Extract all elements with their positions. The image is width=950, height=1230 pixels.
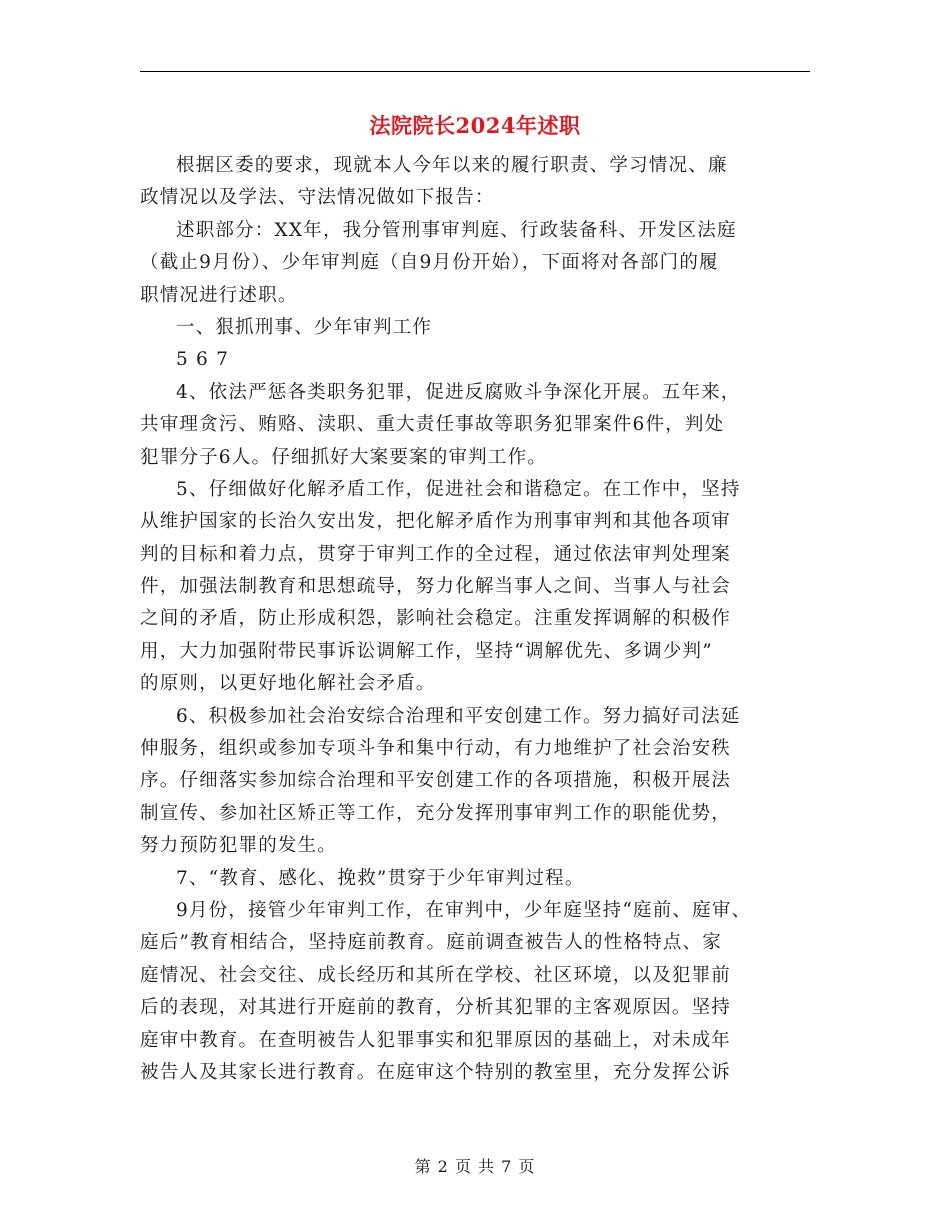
text-line: 件，加强法制教育和思想疏导，努力化解当事人之间、当事人与社会 [140,576,732,598]
text-line: 制宣传、参加社区矫正等工作，充分发挥刑事审判工作的职能优势， [140,802,732,824]
text-line: 的原则，以更好地化解社会矛盾。 [140,673,436,695]
text-line: 庭审中教育。在查明被告人犯罪事实和犯罪原因的基础上，对未成年 [140,1029,732,1051]
text-line: 被告人及其家长进行教育。在庭审这个特别的教室里，充分发挥公诉 [140,1061,732,1083]
text-line: 述职部分：XX年，我分管刑事审判庭、行政装备科、开发区法庭 [176,219,737,241]
text-line: 用，大力加强附带民事诉讼调解工作，坚持“调解优先、多调少判” [140,640,713,662]
text-line: 犯罪分子6人。仔细抓好大案要案的审判工作。 [140,446,547,468]
text-line: 序。仔细落实参加综合治理和平安创建工作的各项措施，积极开展法 [140,770,732,792]
text-line: 共审理贪污、贿赂、渎职、重大责任事故等职务犯罪案件6件，判处 [140,414,725,436]
text-line: 庭情况、社会交往、成长经历和其所在学校、社区环境，以及犯罪前 [140,964,732,986]
text-line: 5 6 7 [176,349,230,371]
text-line: 后的表现，对其进行开庭前的教育，分析其犯罪的主客观原因。坚持 [140,997,732,1019]
text-line: 从维护国家的长治久安出发，把化解矛盾作为刑事审判和其他各项审 [140,511,732,533]
text-line: （截止9月份）、少年审判庭（自9月份开始），下面将对各部门的履 [140,252,719,274]
text-line: 庭后”教育相结合，坚持庭前教育。庭前调查被告人的性格特点、家 [140,932,722,954]
text-line: 之间的矛盾，防止形成积怨，影响社会稳定。注重发挥调解的积极作 [140,608,732,630]
text-line: 判的目标和着力点，贯穿于审判工作的全过程，通过依法审判处理案 [140,543,732,565]
text-line: 4、依法严惩各类职务犯罪，促进反腐败斗争深化开展。五年来， [176,381,741,403]
document-title: 法院院长2024年述职 [369,113,581,138]
text-line: 职情况进行述职。 [140,284,298,306]
document-body [140,150,820,1089]
header-rule [140,71,810,72]
text-line: 努力预防犯罪的发生。 [140,835,338,857]
text-line: 根据区委的要求，现就本人今年以来的履行职责、学习情况、廉 [176,155,728,176]
text-line: 5、仔细做好化解矛盾工作，促进社会和谐稳定。在工作中，坚持 [176,478,741,500]
text-line: 一、狠抓刑事、少年审判工作 [176,316,433,338]
text-line: 9月份，接管少年审判工作，在审判中，少年庭坚持“庭前、庭审、 [176,899,752,921]
text-line: 政情况以及学法、守法情况做如下报告： [140,187,495,209]
page-footer: 第 2 页 共 7 页 [414,1157,536,1176]
text-line: 7、“教育、感化、挽救”贯穿于少年审判过程。 [176,867,585,889]
text-line: 伸服务，组织或参加专项斗争和集中行动，有力地维护了社会治安秩 [140,738,732,760]
text-line: 6、积极参加社会治安综合治理和平安创建工作。努力搞好司法延 [176,705,741,727]
